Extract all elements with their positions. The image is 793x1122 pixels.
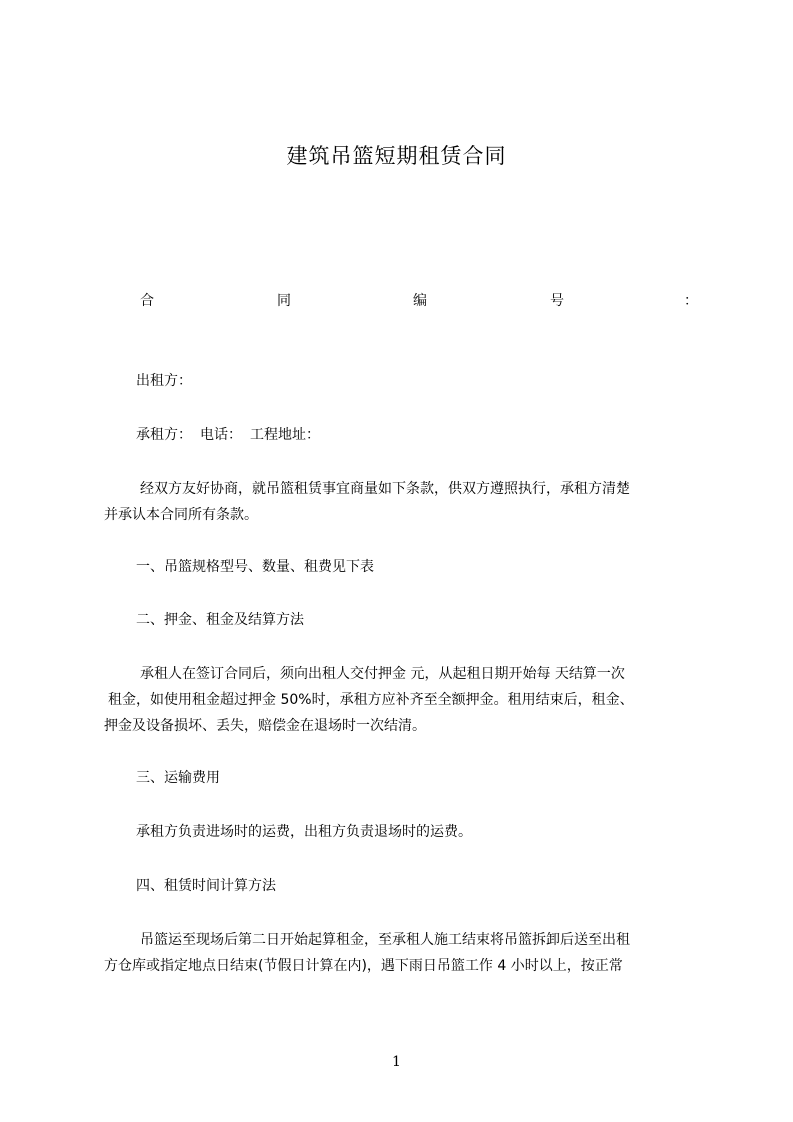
page-number: 1 xyxy=(392,1054,401,1070)
section-heading: 三、运输费用 xyxy=(136,770,220,786)
lessee-line xyxy=(136,423,320,447)
contract-number-line xyxy=(140,290,698,314)
phone-label: 电话： xyxy=(200,427,242,443)
paragraph-line: 押金及设备损坏、丢失，赔偿金在退场时一次结清。 xyxy=(104,718,426,734)
contract-number-char: 合 xyxy=(140,293,154,309)
section-heading: 二、押金、租金及结算方法 xyxy=(136,612,304,628)
deposit-paragraph xyxy=(104,662,704,738)
paragraph-line: 承租人在签订合同后，须向出租人交付押金 元，从起租日期开始每 天结算一次 xyxy=(140,666,625,682)
lessor-label: 出租方： xyxy=(136,373,192,389)
paragraph-line: 并承认本合同所有条款。 xyxy=(104,507,258,523)
contract-number-char: 编 xyxy=(413,293,427,309)
intro-paragraph xyxy=(104,477,704,527)
paragraph-line: 承租方负责进场时的运费，出租方负责退场时的运费。 xyxy=(136,824,472,840)
paragraph-line: 经双方友好协商，就吊篮租赁事宜商量如下条款，供双方遵照执行，承租方清楚 xyxy=(140,481,630,497)
lessee-label: 承租方： xyxy=(136,427,192,443)
section-heading: 一、吊篮规格型号、数量、租费见下表 xyxy=(136,559,374,575)
contract-number-char: 号 xyxy=(550,293,564,309)
contract-number-char: 同 xyxy=(277,293,291,309)
paragraph-line: 吊篮运至现场后第二日开始起算租金，至承租人施工结束将吊篮拆卸后送至出租 xyxy=(140,932,630,948)
paragraph-line: 租金，如使用租金超过押金 50%时，承租方应补齐至全额押金。租用结束后，租金、 xyxy=(108,692,634,708)
contract-number-char: ： xyxy=(684,293,698,309)
document-title: 建筑吊篮短期租赁合同 xyxy=(286,144,507,168)
section-heading: 四、租赁时间计算方法 xyxy=(136,878,276,894)
paragraph-line: 方仓库或指定地点日结束(节假日计算在内)，遇下雨日吊篮工作 4 小时以上，按正常 xyxy=(104,958,623,974)
project-address-label: 工程地址： xyxy=(250,427,320,443)
rental-time-paragraph xyxy=(104,928,704,978)
